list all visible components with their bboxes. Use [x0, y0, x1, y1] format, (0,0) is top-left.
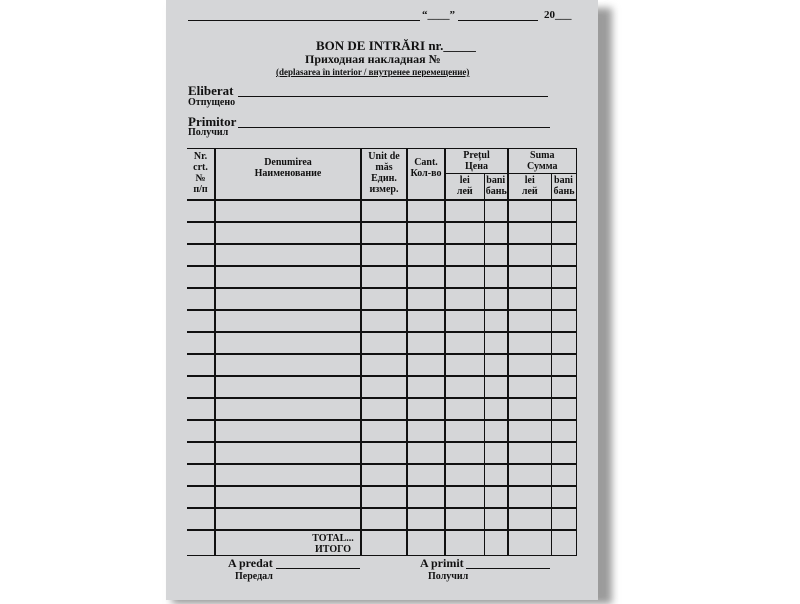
table-cell[interactable]: [215, 222, 361, 244]
table-cell[interactable]: [445, 464, 484, 486]
table-row: [187, 376, 576, 398]
table-cell[interactable]: [187, 354, 215, 376]
table-cell[interactable]: [361, 222, 407, 244]
received-line[interactable]: [466, 568, 550, 569]
issued-label-ru: Отпущено: [188, 97, 236, 108]
total-label-text: TOTAL... ИТОГО: [312, 533, 354, 555]
total-cell[interactable]: [361, 530, 407, 556]
table-cell[interactable]: [484, 266, 508, 288]
table-cell[interactable]: [361, 464, 407, 486]
table-cell[interactable]: [215, 442, 361, 464]
table-cell[interactable]: [508, 266, 551, 288]
table-cell[interactable]: [187, 398, 215, 420]
table-cell[interactable]: [484, 376, 508, 398]
table-cell[interactable]: [508, 244, 551, 266]
table-cell[interactable]: [361, 310, 407, 332]
table-cell[interactable]: [508, 376, 551, 398]
table-cell[interactable]: [445, 310, 484, 332]
table-cell[interactable]: [215, 266, 361, 288]
table-cell[interactable]: [407, 310, 445, 332]
table-cell[interactable]: [484, 354, 508, 376]
table-cell[interactable]: [215, 508, 361, 530]
items-table: [187, 148, 577, 556]
receiver-label: Primitor: [188, 114, 237, 129]
top-line-mid: [458, 20, 538, 21]
table-cell[interactable]: [361, 420, 407, 442]
table-cell[interactable]: [407, 376, 445, 398]
total-cell[interactable]: [508, 530, 551, 556]
table-cell[interactable]: [407, 332, 445, 354]
col-unit-header: Unit de măs Един. измер.: [361, 149, 407, 201]
handed-label: A predat: [228, 556, 273, 570]
date-quote: “____”: [422, 9, 455, 21]
table-row: [187, 244, 576, 266]
table-cell[interactable]: [361, 288, 407, 310]
table-cell[interactable]: [484, 398, 508, 420]
table-cell[interactable]: [215, 420, 361, 442]
table-cell[interactable]: [508, 200, 551, 222]
table-cell[interactable]: [215, 288, 361, 310]
table-cell[interactable]: [508, 464, 551, 486]
table-cell[interactable]: [551, 354, 576, 376]
table-cell[interactable]: [187, 244, 215, 266]
table-cell[interactable]: [551, 266, 576, 288]
table-cell[interactable]: [361, 376, 407, 398]
price-lei-header: lei лей: [445, 174, 484, 201]
table-cell[interactable]: [361, 486, 407, 508]
table-cell[interactable]: [508, 354, 551, 376]
table-cell[interactable]: [445, 354, 484, 376]
table-cell[interactable]: [407, 420, 445, 442]
table-cell[interactable]: [484, 200, 508, 222]
table-cell[interactable]: [187, 376, 215, 398]
table-cell[interactable]: [407, 266, 445, 288]
total-row: [187, 530, 576, 556]
table-cell[interactable]: [508, 398, 551, 420]
table-cell[interactable]: [484, 244, 508, 266]
handed-label-ru: Передал: [235, 571, 273, 582]
table-cell[interactable]: [407, 244, 445, 266]
table-cell[interactable]: [215, 464, 361, 486]
table-cell[interactable]: [187, 442, 215, 464]
year-label: 20___: [544, 9, 572, 21]
table-cell[interactable]: [407, 508, 445, 530]
table-cell[interactable]: [407, 200, 445, 222]
col-nr-header: Nr. crt. № п/п: [187, 149, 215, 201]
total-cell[interactable]: [445, 530, 484, 556]
table-cell[interactable]: [361, 266, 407, 288]
table-cell[interactable]: [215, 486, 361, 508]
table-cell[interactable]: [187, 420, 215, 442]
total-label: [215, 530, 361, 556]
table-cell[interactable]: [215, 244, 361, 266]
table-cell[interactable]: [361, 244, 407, 266]
handed-line[interactable]: [276, 568, 360, 569]
table-cell[interactable]: [187, 332, 215, 354]
table-cell[interactable]: [187, 464, 215, 486]
issued-label: Eliberat: [188, 83, 234, 98]
form-sheet: [166, 0, 598, 600]
sum-bani-header: bani бань: [551, 174, 576, 201]
table-cell[interactable]: [407, 486, 445, 508]
form-title-ru: Приходная накладная №: [305, 52, 441, 66]
table-cell[interactable]: [187, 266, 215, 288]
table-cell[interactable]: [445, 288, 484, 310]
table-cell[interactable]: [551, 376, 576, 398]
table-cell[interactable]: [551, 222, 576, 244]
table-cell[interactable]: [187, 310, 215, 332]
table-cell[interactable]: [445, 420, 484, 442]
table-cell[interactable]: [407, 442, 445, 464]
col-name-header: Denumirea Наименование: [215, 149, 361, 201]
table-cell[interactable]: [551, 200, 576, 222]
col-price-header: Prețul Цена: [445, 149, 508, 174]
table-cell[interactable]: [215, 398, 361, 420]
table-cell[interactable]: [551, 288, 576, 310]
table-row: [187, 464, 576, 486]
table-row: [187, 222, 576, 244]
table-cell[interactable]: [551, 398, 576, 420]
table-cell[interactable]: [407, 398, 445, 420]
table-cell[interactable]: [445, 200, 484, 222]
table-cell[interactable]: [215, 376, 361, 398]
table-cell[interactable]: [445, 222, 484, 244]
table-cell[interactable]: [361, 508, 407, 530]
receiver-line[interactable]: [238, 127, 550, 128]
table-cell[interactable]: [484, 442, 508, 464]
price-bani-header: bani бань: [484, 174, 508, 201]
table-cell[interactable]: [361, 200, 407, 222]
table-cell[interactable]: [551, 464, 576, 486]
table-cell[interactable]: [551, 508, 576, 530]
table-cell[interactable]: [508, 508, 551, 530]
table-row: [187, 486, 576, 508]
table-cell[interactable]: [508, 442, 551, 464]
top-line-left: [188, 20, 420, 21]
table-cell[interactable]: [407, 288, 445, 310]
table-cell[interactable]: [361, 354, 407, 376]
table-cell[interactable]: [187, 288, 215, 310]
table-cell[interactable]: [551, 244, 576, 266]
table-cell[interactable]: [187, 486, 215, 508]
total-cell[interactable]: [187, 530, 215, 556]
table-cell[interactable]: [445, 486, 484, 508]
table-cell[interactable]: [445, 508, 484, 530]
table-row: [187, 508, 576, 530]
table-cell[interactable]: [484, 222, 508, 244]
table-row: [187, 398, 576, 420]
table-cell[interactable]: [508, 420, 551, 442]
table-cell[interactable]: [445, 376, 484, 398]
form-title: BON DE INTRĂRI nr._____: [316, 38, 476, 53]
table-cell[interactable]: [445, 398, 484, 420]
table-row: [187, 442, 576, 464]
table-cell[interactable]: [215, 354, 361, 376]
table-cell[interactable]: [215, 200, 361, 222]
table-cell[interactable]: [484, 508, 508, 530]
sum-lei-header: lei лей: [508, 174, 551, 201]
table-cell[interactable]: [407, 222, 445, 244]
table-cell[interactable]: [445, 442, 484, 464]
table-row: [187, 310, 576, 332]
table-cell[interactable]: [445, 332, 484, 354]
table-cell[interactable]: [484, 288, 508, 310]
table-cell[interactable]: [187, 508, 215, 530]
table-cell[interactable]: [361, 398, 407, 420]
table-cell[interactable]: [484, 332, 508, 354]
table-cell[interactable]: [551, 420, 576, 442]
form-subtitle: (deplasarea în interior / внутренее перемещение): [276, 67, 470, 77]
table-cell[interactable]: [407, 354, 445, 376]
table-cell[interactable]: [508, 332, 551, 354]
table-cell[interactable]: [445, 244, 484, 266]
table-cell[interactable]: [551, 486, 576, 508]
received-label: A primit: [420, 556, 464, 570]
total-cell[interactable]: [551, 530, 576, 556]
table-cell[interactable]: [508, 486, 551, 508]
table-row: [187, 288, 576, 310]
table-cell[interactable]: [508, 310, 551, 332]
receiver-label-ru: Получил: [188, 127, 229, 138]
table-cell[interactable]: [484, 464, 508, 486]
table-cell[interactable]: [361, 442, 407, 464]
table-row: [187, 266, 576, 288]
table-cell[interactable]: [407, 464, 445, 486]
table-cell[interactable]: [508, 288, 551, 310]
total-cell[interactable]: [484, 530, 508, 556]
table-row: [187, 420, 576, 442]
table-cell[interactable]: [484, 310, 508, 332]
table-cell[interactable]: [445, 266, 484, 288]
table-cell[interactable]: [551, 442, 576, 464]
table-cell[interactable]: [215, 310, 361, 332]
table-cell[interactable]: [484, 486, 508, 508]
table-cell[interactable]: [215, 332, 361, 354]
received-label-ru: Получил: [428, 571, 469, 582]
table-cell[interactable]: [361, 332, 407, 354]
table-row: [187, 354, 576, 376]
table-cell[interactable]: [484, 420, 508, 442]
table-row: [187, 200, 576, 222]
table-row: [187, 332, 576, 354]
issued-line[interactable]: [238, 96, 548, 97]
table-cell[interactable]: [551, 310, 576, 332]
table-cell[interactable]: [187, 222, 215, 244]
table-cell[interactable]: [187, 200, 215, 222]
total-cell[interactable]: [407, 530, 445, 556]
col-qty-header: Cant. Кол-во: [407, 149, 445, 201]
table-cell[interactable]: [508, 222, 551, 244]
table-cell[interactable]: [551, 332, 576, 354]
col-sum-header: Suma Сумма: [508, 149, 576, 174]
